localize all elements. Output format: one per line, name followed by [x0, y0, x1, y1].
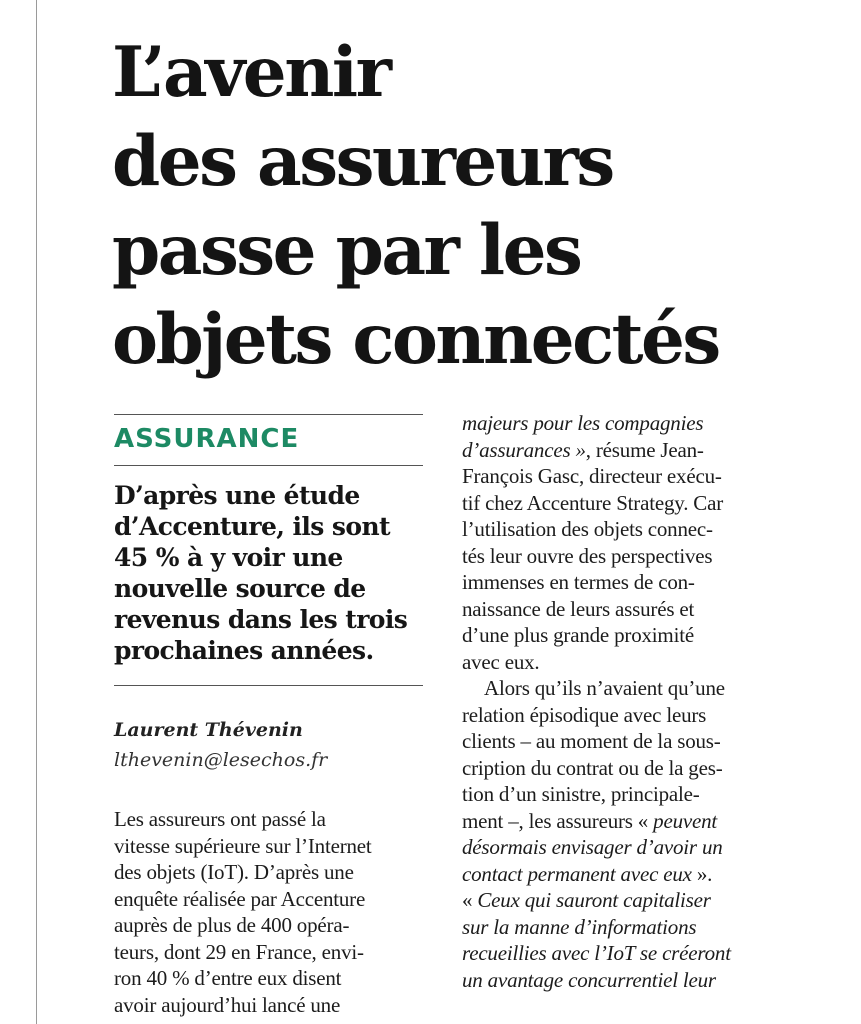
quote-line: désormais envisager d’avoir un [462, 835, 723, 859]
quote-fragment: d’assurances » [462, 437, 586, 462]
headline-line: objets connectés [112, 299, 719, 380]
body-line [462, 437, 774, 464]
body-line: ron 40 % d’entre eux disent [114, 966, 342, 990]
text-fragment: « [462, 888, 478, 912]
body-line: avoir aujourd’hui lancé une [114, 992, 341, 1017]
body-line: des objets (IoT). D’après une [114, 860, 354, 884]
article-body-right [462, 410, 774, 993]
quote-line: un avantage concurrentiel leur [462, 967, 716, 992]
body-line: immenses en termes de con- [462, 570, 695, 594]
body-line: tés leur ouvre des perspectives [462, 543, 713, 568]
article-body-left [114, 806, 426, 1018]
quote-fragment: Ceux qui sauront capitaliser [477, 888, 711, 912]
body-line: auprès de plus de 400 opéra- [114, 913, 350, 937]
paragraph-start-line: Alors qu’ils n’avaient qu’une [484, 676, 725, 700]
standfirst-line: D’après une étude [114, 481, 360, 510]
body-line: François Gasc, directeur exécu- [462, 464, 722, 488]
text-fragment: ment –, les assureurs « [462, 808, 654, 833]
body-line: tion d’un sinistre, principale- [462, 782, 700, 806]
standfirst [114, 480, 434, 666]
standfirst-line: d’Accenture, ils sont [114, 512, 390, 541]
body-line: l’utilisation des objets connec- [462, 517, 713, 541]
author-email[interactable]: lthevenin@lesechos.fr [114, 749, 328, 771]
body-line: d’une plus grande proximité [462, 623, 694, 647]
body-line: relation épisodique avec leurs [462, 702, 707, 727]
standfirst-line: 45 % à y voir une [114, 543, 343, 572]
headline-line: des assureurs [112, 121, 613, 202]
body-line: clients – au moment de la sous- [462, 729, 721, 753]
body-line: tif chez Accenture Strategy. Car [462, 490, 724, 515]
text-fragment: ». [691, 861, 713, 886]
rule-below-standfirst [114, 685, 423, 686]
quote-fragment: contact permanent avec eux [462, 861, 692, 886]
text-fragment: , résume Jean- [585, 437, 704, 462]
body-line [462, 808, 774, 835]
section-label: ASSURANCE [114, 424, 300, 454]
headline-line: passe par les [112, 210, 581, 291]
body-line: teurs, dont 29 en France, envi- [114, 939, 364, 964]
column-divider [36, 0, 37, 1024]
body-line: naissance de leurs assurés et [462, 596, 695, 621]
rule-above-section [114, 414, 423, 415]
rule-below-section [114, 465, 423, 466]
body-line: vitesse supérieure sur l’Internet [114, 833, 372, 858]
quote-line: recueillies avec l’IoT se créeront [462, 941, 731, 965]
standfirst-line: prochaines années. [114, 636, 374, 665]
standfirst-line: revenus dans les trois [114, 605, 408, 634]
quote-fragment: peuvent [653, 808, 718, 833]
headline [112, 28, 832, 384]
quote-line: sur la manne d’informations [462, 914, 697, 939]
quote-line: majeurs pour les compagnies [462, 411, 704, 435]
body-line: avec eux. [462, 649, 540, 674]
body-line [462, 887, 774, 914]
author-name: Laurent Thévenin [114, 719, 303, 741]
body-line: enquête réalisée par Accenture [114, 886, 366, 911]
body-line: cription du contrat ou de la ges- [462, 755, 723, 780]
body-line: Les assureurs ont passé la [114, 807, 326, 831]
standfirst-line: nouvelle source de [114, 574, 366, 603]
body-line [462, 861, 774, 888]
headline-line: L’avenir [112, 32, 390, 113]
